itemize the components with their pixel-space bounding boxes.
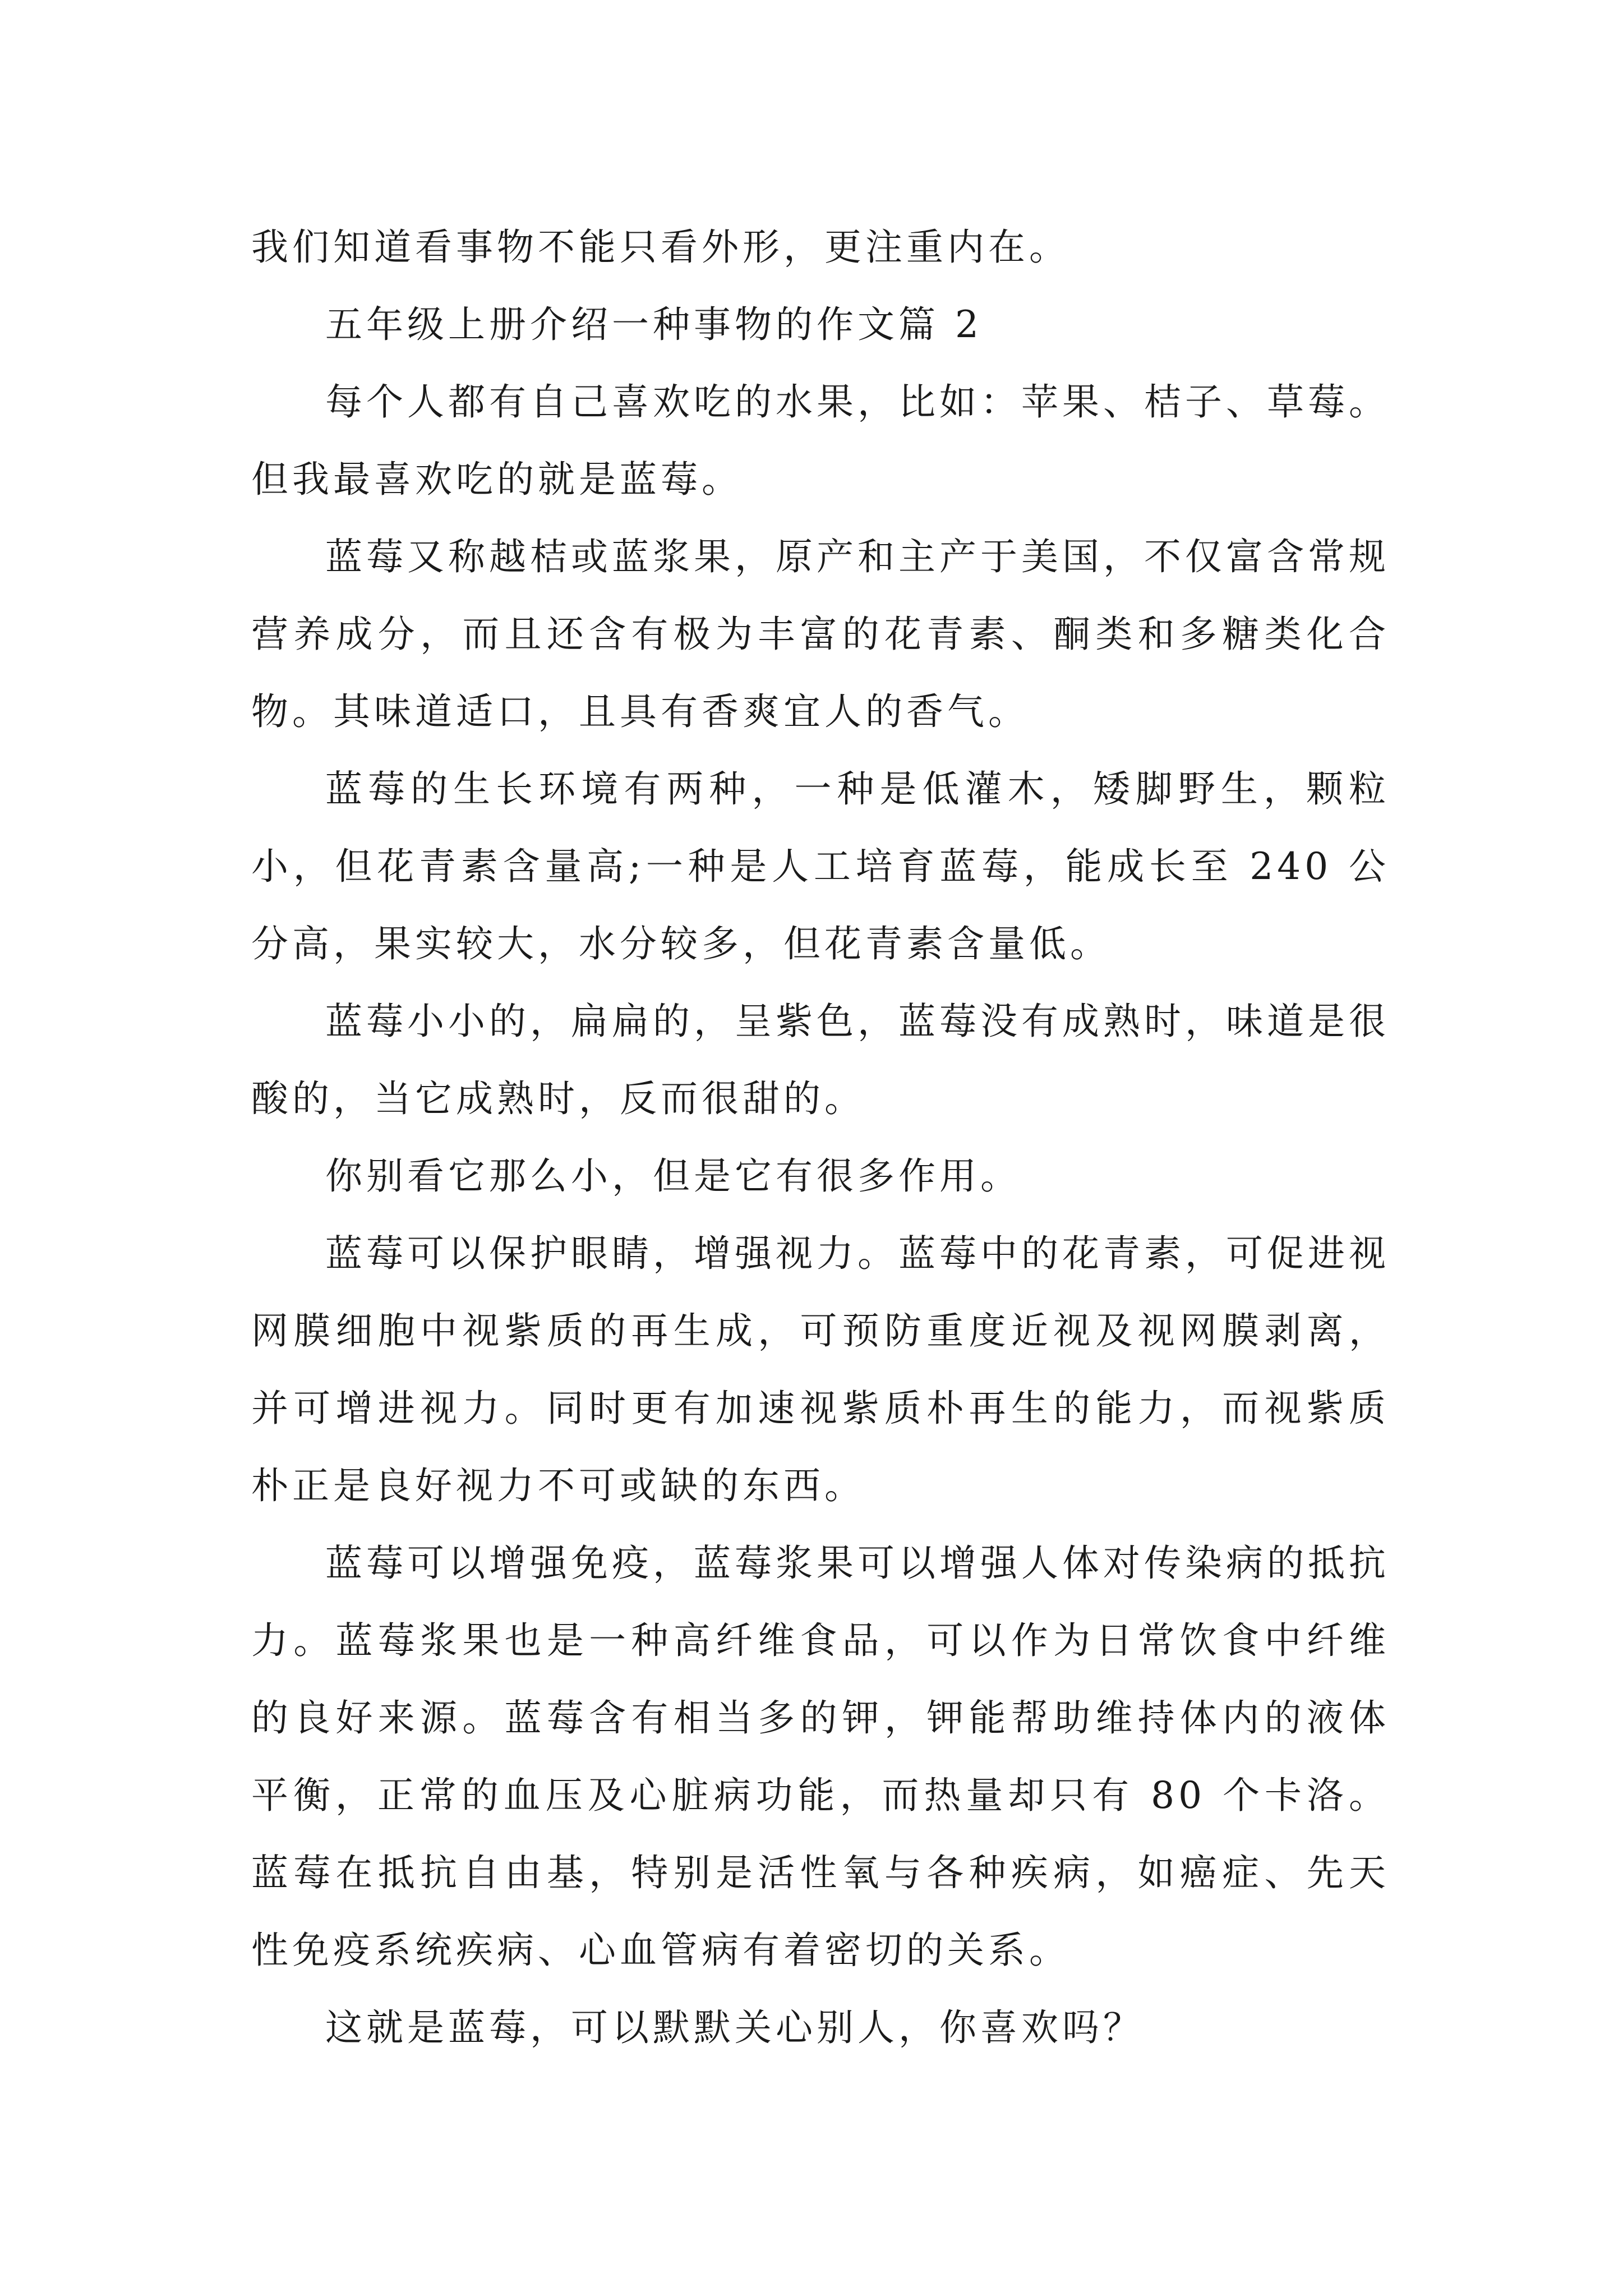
paragraph: 这就是蓝莓，可以默默关心别人，你喜欢吗？ [325,2006,1144,2049]
paragraph-continuation: 我们知道看事物不能只看外形，更注重内在。 [251,226,1070,269]
paragraph: 每个人都有自己喜欢吃的水果，比如：苹果、桔子、草莓。但我最喜欢吃的就是蓝莓。 [251,380,1390,501]
paragraph: 蓝莓的生长环境有两种，一种是低灌木，矮脚野生，颗粒小，但花青素含量高;一种是人工培育蓝莓，能成长至 240 公分高，果实较大，水分较多，但花青素含量低。 [251,767,1390,965]
essay-heading: 五年级上册介绍一种事物的作文篇 2 [325,303,983,346]
paragraph: 蓝莓可以保护眼睛，增强视力。蓝莓中的花青素，可促进视网膜细胞中视紫质的再生成，可预防重度近视及视网膜剥离，并可增进视力。同时更有加速视紫质朴再生的能力，而视紫质朴正是良好视力不可或缺的东西。 [251,1232,1390,1507]
document-body [251,209,1390,2067]
paragraph: 蓝莓可以增强免疫，蓝莓浆果可以增强人体对传染病的抵抗力。蓝莓浆果也是一种高纤维食品，可以作为日常饮食中纤维的良好来源。蓝莓含有相当多的钾，钾能帮助维持体内的液体平衡，正常的血压及心脏病功能，而热量却只有 80 个卡洛。蓝莓在抵抗自由基，特别是活性氧与各种疾病，如癌症、先天性免疫系统疾病、心血管病有着密切的关系。 [251,1542,1390,1972]
paragraph: 蓝莓小小的，扁扁的，呈紫色，蓝莓没有成熟时，味道是很酸的，当它成熟时，反而很甜的。 [251,1000,1390,1120]
paragraph: 蓝莓又称越桔或蓝浆果，原产和主产于美国，不仅富含常规营养成分，而且还含有极为丰富的花青素、酮类和多糖类化合物。其味道适口，且具有香爽宜人的香气。 [251,535,1390,733]
paragraph: 你别看它那么小，但是它有很多作用。 [325,1154,1021,1198]
